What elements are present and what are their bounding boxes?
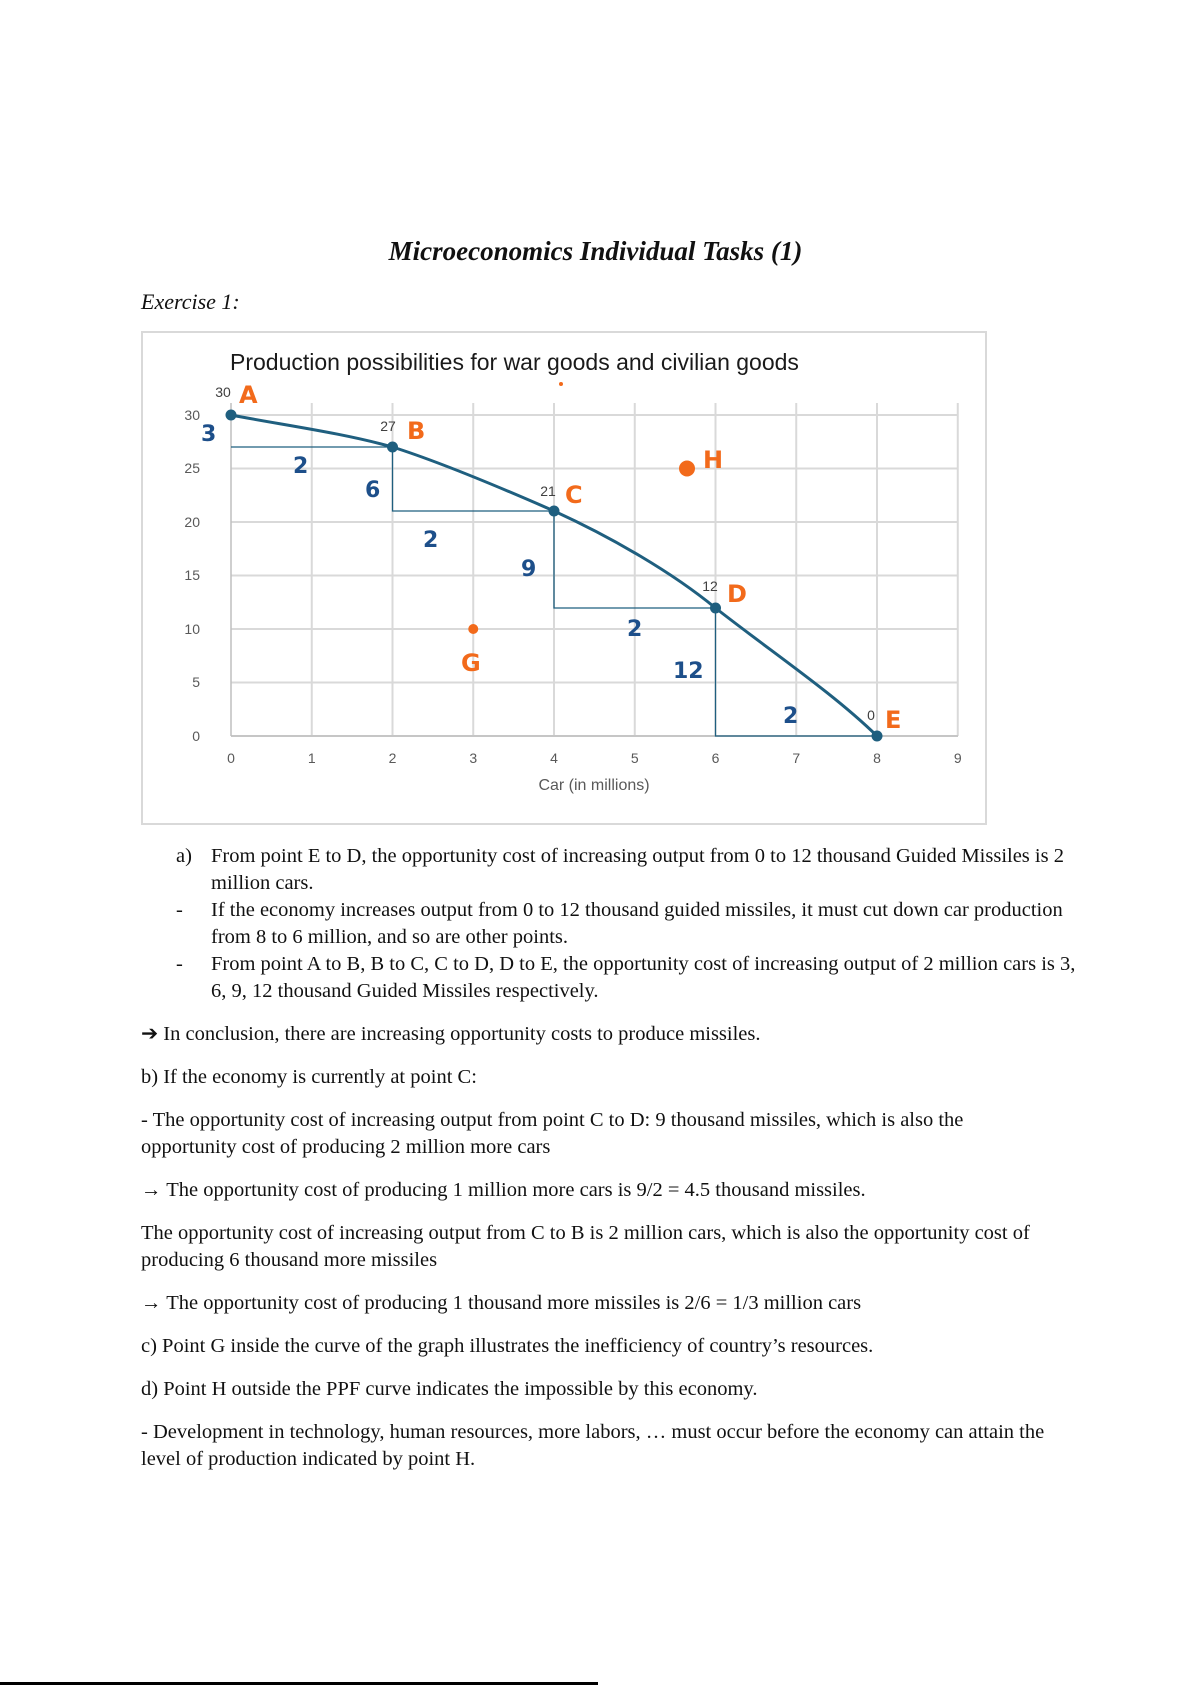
svg-text:9: 9 — [521, 557, 537, 582]
svg-text:2: 2 — [423, 528, 439, 553]
bullet-marker: - — [176, 899, 183, 921]
svg-text:E: E — [885, 706, 902, 734]
data-labels — [215, 384, 875, 723]
exercise-label: Exercise 1: — [141, 289, 240, 314]
stray-dot — [559, 382, 563, 386]
answer-b-line-4: → The opportunity cost of producing 1 thousand more missiles is 2/6 = 1/3 million cars — [141, 1292, 862, 1314]
page-title: Microeconomics Individual Tasks (1) — [388, 236, 803, 266]
answer-a-marker: a) — [176, 845, 192, 867]
svg-text:0: 0 — [227, 750, 235, 766]
answer-c: c) Point G inside the curve of the graph illustrates the inefficiency of country’s resources. — [141, 1335, 874, 1357]
point-h-marker — [679, 461, 695, 477]
svg-text:27: 27 — [380, 418, 396, 434]
answer-b-heading: b) If the economy is currently at point C: — [141, 1066, 477, 1088]
svg-text:30: 30 — [215, 384, 231, 400]
svg-text:A: A — [239, 381, 258, 409]
point-b-marker — [387, 442, 398, 453]
svg-text:4: 4 — [550, 750, 558, 766]
answer-b-line-1: - The opportunity cost of increasing output from point C to D: 9 thousand missiles, which is also the opportunity cost of producing 2 million more cars — [141, 1109, 964, 1158]
svg-text:B: B — [407, 417, 426, 445]
bullet-1-text: If the economy increases output from 0 to 12 thousand guided missiles, it must cut down car production from 8 to 6 million, and so are other points. — [211, 899, 1063, 948]
svg-text:12: 12 — [702, 578, 718, 594]
answer-a-text: From point E to D, the opportunity cost of increasing output from 0 to 12 thousand Guided Missiles is 2 million cars. — [211, 845, 1064, 894]
chart-title: Production possibilities for war goods and civilian goods — [230, 349, 799, 375]
svg-text:9: 9 — [953, 750, 962, 766]
answer-d-line-2: - Development in technology, human resources, more labors, … must occur before the economy can attain the level of production indicated by point H. — [141, 1421, 1045, 1470]
svg-text:25: 25 — [184, 460, 200, 476]
svg-text:2: 2 — [388, 750, 397, 766]
gridlines — [231, 403, 958, 736]
svg-text:2: 2 — [627, 617, 643, 642]
svg-text:C: C — [565, 481, 583, 509]
svg-text:8: 8 — [873, 750, 881, 766]
answer-b-line-2: → The opportunity cost of producing 1 million more cars is 9/2 = 4.5 thousand missiles. — [141, 1179, 866, 1201]
point-a-marker — [226, 410, 237, 421]
svg-text:0: 0 — [192, 728, 200, 744]
answer-b-line-3: The opportunity cost of increasing output from C to B is 2 million cars, which is also the opportunity cost of producing 6 thousand more missiles — [141, 1222, 1030, 1271]
svg-text:H: H — [703, 446, 724, 474]
ppf-chart — [141, 331, 987, 825]
svg-text:20: 20 — [184, 514, 200, 530]
answer-d: d) Point H outside the PPF curve indicates the impossible by this economy. — [141, 1378, 758, 1400]
svg-text:12: 12 — [673, 659, 704, 684]
bullet-2-text: From point A to B, B to C, C to D, D to E, the opportunity cost of increasing output of 2 million cars is 3, 6, 9, 12 thousand Guided Missiles respectively. — [211, 953, 1076, 1002]
svg-text:3: 3 — [469, 750, 478, 766]
chart-canvas — [143, 333, 989, 827]
svg-text:21: 21 — [540, 483, 556, 499]
svg-text:1: 1 — [307, 750, 316, 766]
x-axis-ticks — [227, 750, 962, 766]
svg-text:6: 6 — [711, 750, 720, 766]
point-g-marker — [468, 624, 478, 634]
y-axis-ticks — [184, 407, 200, 744]
svg-text:6: 6 — [365, 478, 381, 503]
conclusion: ➔ In conclusion, there are increasing opportunity costs to produce missiles. — [141, 1023, 761, 1045]
svg-text:30: 30 — [184, 407, 200, 423]
bullet-marker: - — [176, 953, 183, 975]
svg-text:G: G — [461, 649, 481, 677]
svg-text:0: 0 — [867, 707, 875, 723]
svg-text:D: D — [727, 580, 747, 608]
x-axis-label: Car (in millions) — [538, 777, 650, 794]
svg-text:7: 7 — [792, 750, 801, 766]
point-e-marker — [872, 731, 883, 742]
svg-text:5: 5 — [192, 674, 200, 690]
svg-text:5: 5 — [630, 750, 639, 766]
point-d-marker — [710, 603, 721, 614]
svg-text:10: 10 — [184, 621, 200, 637]
svg-text:3: 3 — [201, 422, 217, 447]
svg-text:2: 2 — [293, 454, 309, 479]
svg-text:15: 15 — [184, 567, 200, 583]
point-c-marker — [549, 506, 560, 517]
svg-text:2: 2 — [783, 704, 799, 729]
